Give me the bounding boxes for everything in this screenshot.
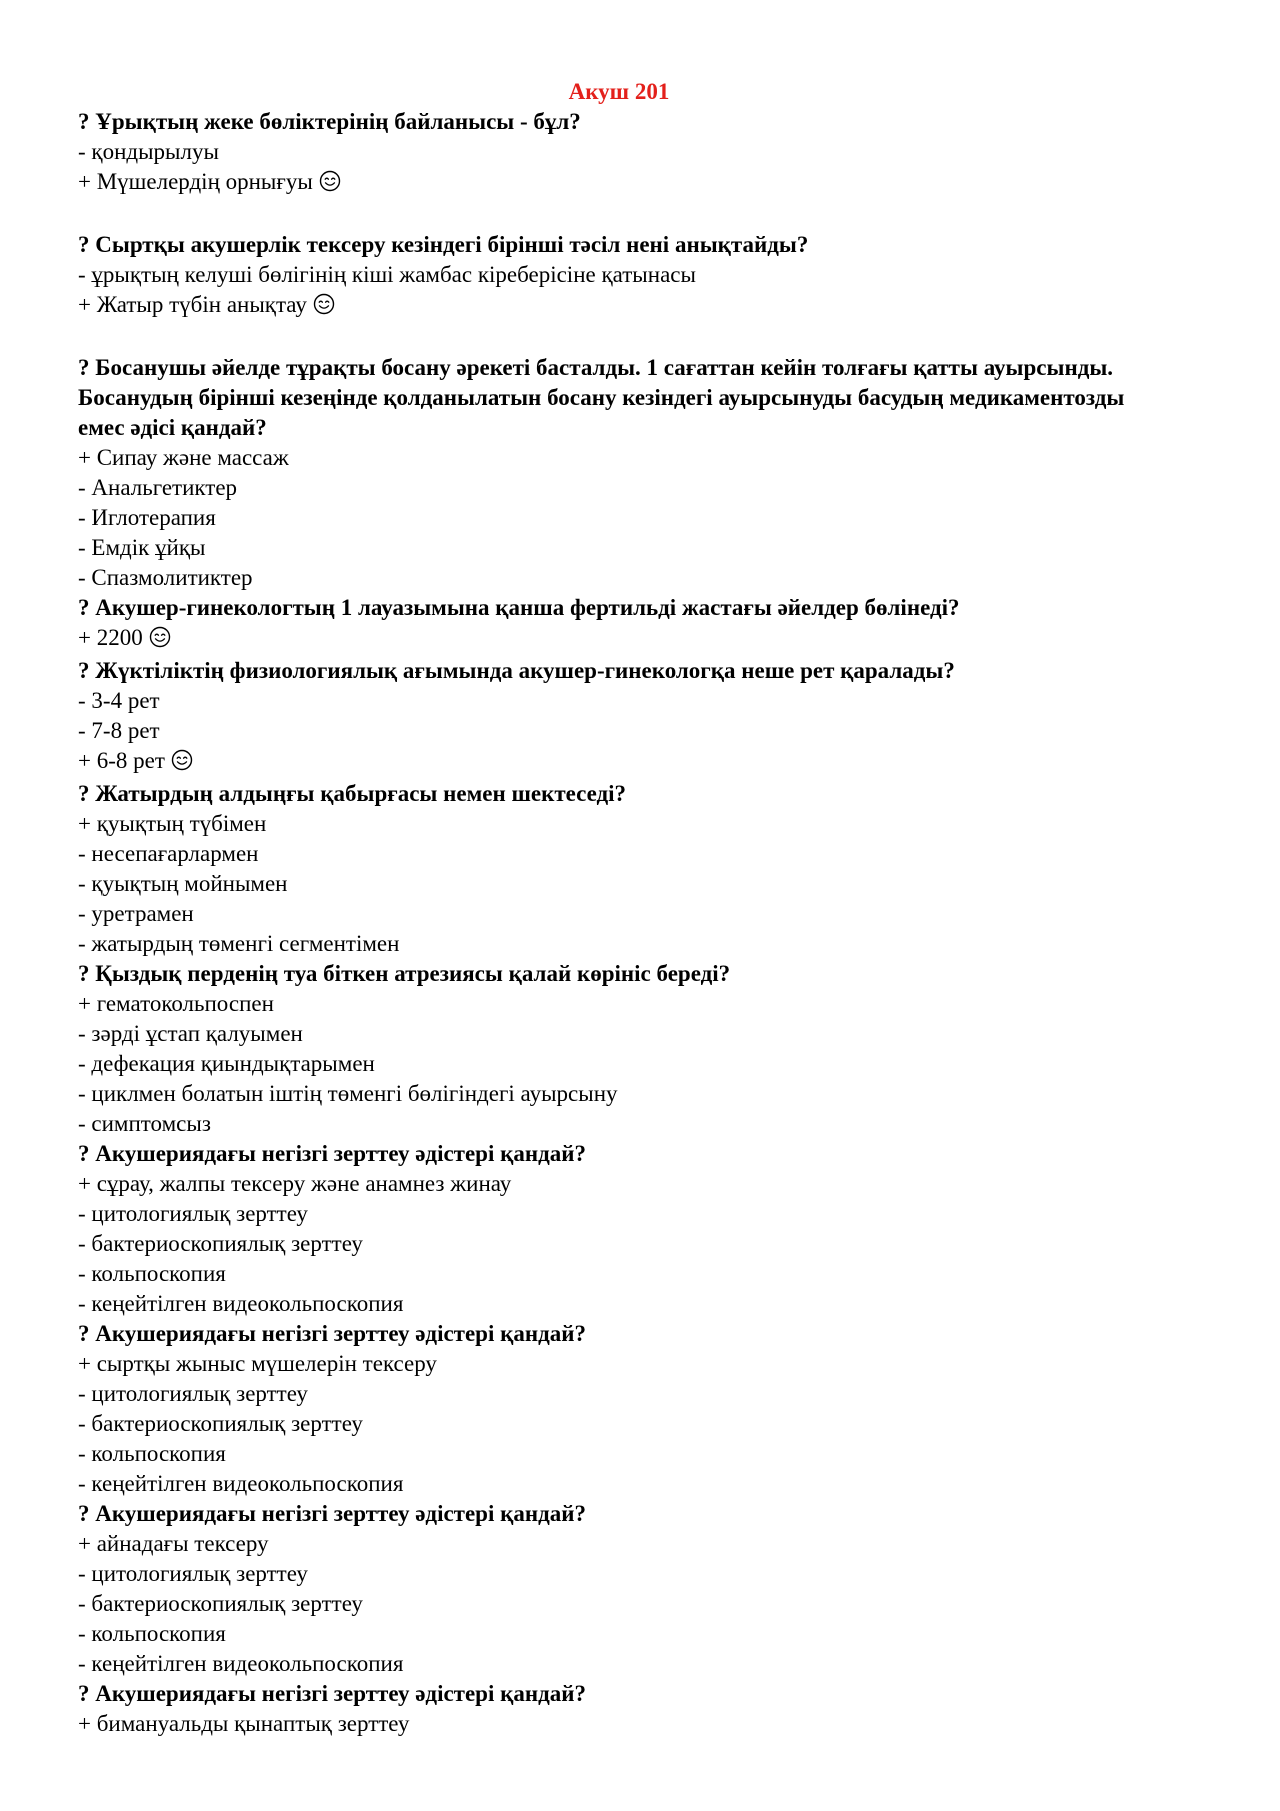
question-line: [78, 107, 1160, 137]
question-text: ? Акушериядағы негізгі зерттеу әдістері қандай?: [78, 1501, 586, 1526]
answer-option: [78, 1229, 1160, 1259]
answer-text: + Сипау және массаж: [78, 445, 289, 470]
answer-option: [78, 1589, 1160, 1619]
answer-option: [78, 1199, 1160, 1229]
answer-option: [78, 1349, 1160, 1379]
answer-text: - кеңейтілген видеокольпоскопия: [78, 1651, 404, 1676]
answer-text: - цитологиялық зерттеу: [78, 1561, 308, 1586]
answer-text: + айнадағы тексеру: [78, 1531, 269, 1556]
answer-text: - Спазмолитиктер: [78, 565, 253, 590]
answer-option: [78, 989, 1160, 1019]
answer-text: - Иглотерапия: [78, 505, 216, 530]
question-line: [78, 353, 1160, 443]
question-line: [78, 1139, 1160, 1169]
answer-option: [78, 563, 1160, 593]
question-text: ? Босанушы әйелде тұрақты босану әрекеті басталды. 1 сағаттан кейін толғағы қатты ауырсынды. Босанудың бірінші кезеңінде қолданылатын босану кезіндегі ауырсынуды басудың медикаментозды емес әдісі қандай?: [78, 355, 1131, 440]
answer-text: - дефекация қиындықтарымен: [78, 1051, 375, 1076]
answer-text: - кеңейтілген видеокольпоскопия: [78, 1291, 404, 1316]
answer-option: [78, 533, 1160, 563]
answer-text: + қуықтың түбімен: [78, 811, 267, 836]
answer-option: [78, 1529, 1160, 1559]
answer-text: - кольпоскопия: [78, 1261, 226, 1286]
answer-option: [78, 1109, 1160, 1139]
answer-text: - несепағарлармен: [78, 841, 259, 866]
answer-option: [78, 167, 1160, 200]
smiley-face-icon: [313, 293, 335, 323]
answer-text: - симптомсыз: [78, 1111, 211, 1136]
answer-option: [78, 809, 1160, 839]
answer-option: [78, 1709, 1160, 1739]
question-line: [78, 656, 1160, 686]
answer-text: - цитологиялық зерттеу: [78, 1201, 308, 1226]
answer-option: [78, 716, 1160, 746]
answer-text: - Емдік ұйқы: [78, 535, 206, 560]
answer-option: [78, 686, 1160, 716]
answer-text: - ұрықтың келуші бөлігінің кіші жамбас кіреберісіне қатынасы: [78, 262, 696, 287]
answer-option: [78, 260, 1160, 290]
question-text: ? Жүктіліктің физиологиялық ағымында акушер-гинекологқа неше рет қаралады?: [78, 658, 955, 683]
answer-option: [78, 869, 1160, 899]
answer-text: - жатырдың төменгі сегментімен: [78, 931, 400, 956]
answer-text: + Жатыр түбін анықтау: [78, 292, 307, 317]
answer-option: [78, 1259, 1160, 1289]
answer-text: + 6-8 рет: [78, 748, 165, 773]
question-text: ? Акушериядағы негізгі зерттеу әдістері қандай?: [78, 1681, 586, 1706]
answer-text: - уретрамен: [78, 901, 194, 926]
answer-text: - бактериоскопиялық зерттеу: [78, 1591, 363, 1616]
document-title: Акуш 201: [568, 79, 670, 104]
question-line: [78, 593, 1160, 623]
answer-option: [78, 1379, 1160, 1409]
answer-option: [78, 1649, 1160, 1679]
answer-option: [78, 929, 1160, 959]
answer-option: [78, 1469, 1160, 1499]
question-line: [78, 1679, 1160, 1709]
question-text: ? Жатырдың алдыңғы қабырғасы немен шектеседі?: [78, 781, 627, 806]
question-line: [78, 779, 1160, 809]
answer-option: [78, 137, 1160, 167]
smiley-face-icon: [319, 170, 341, 200]
answer-option: [78, 839, 1160, 869]
answer-text: - бактериоскопиялық зерттеу: [78, 1231, 363, 1256]
smiley-face-icon: [171, 749, 193, 779]
answer-text: + сыртқы жыныс мүшелерін тексеру: [78, 1351, 437, 1376]
answer-text: + 2200: [78, 625, 143, 650]
answer-option: [78, 473, 1160, 503]
answer-option: [78, 1049, 1160, 1079]
answer-option: [78, 1409, 1160, 1439]
answer-option: [78, 290, 1160, 323]
answer-text: + сұрау, жалпы тексеру және анамнез жинау: [78, 1171, 512, 1196]
answer-text: + гематокольпоспен: [78, 991, 274, 1016]
answer-option: [78, 443, 1160, 473]
answer-option: [78, 746, 1160, 779]
question-line: [78, 230, 1160, 260]
answer-option: [78, 503, 1160, 533]
question-text: ? Сыртқы акушерлік тексеру кезіндегі бірінші тәсіл нені анықтайды?: [78, 232, 809, 257]
answer-text: - қуықтың мойнымен: [78, 871, 288, 896]
question-text: ? Қыздық перденің туа біткен атрезиясы қалай көрініс береді?: [78, 961, 731, 986]
answer-text: + Мүшелердің орнығуы: [78, 169, 313, 194]
answer-option: [78, 1289, 1160, 1319]
document-body: [78, 107, 1160, 1739]
answer-option: [78, 1169, 1160, 1199]
answer-text: - циклмен болатын іштің төменгі бөлігіндегі ауырсыну: [78, 1081, 618, 1106]
answer-option: [78, 1439, 1160, 1469]
answer-text: - 3-4 рет: [78, 688, 160, 713]
answer-text: - қондырылуы: [78, 139, 219, 164]
smiley-face-icon: [149, 626, 171, 656]
question-line: [78, 1499, 1160, 1529]
blank-line: [78, 200, 1160, 230]
question-text: ? Акушериядағы негізгі зерттеу әдістері қандай?: [78, 1321, 586, 1346]
answer-text: - цитологиялық зерттеу: [78, 1381, 308, 1406]
answer-option: [78, 1079, 1160, 1109]
answer-option: [78, 1619, 1160, 1649]
answer-text: + бимануальды қынаптық зерттеу: [78, 1711, 410, 1736]
question-text: ? Акушер-гинекологтың 1 лауазымына қанша фертильді жастағы әйелдер бөлінеді?: [78, 595, 960, 620]
question-text: ? Ұрықтың жеке бөліктерінің байланысы - бұл?: [78, 109, 581, 134]
answer-option: [78, 899, 1160, 929]
answer-option: [78, 1019, 1160, 1049]
question-line: [78, 959, 1160, 989]
answer-text: - бактериоскопиялық зерттеу: [78, 1411, 363, 1436]
question-text: ? Акушериядағы негізгі зерттеу әдістері қандай?: [78, 1141, 586, 1166]
question-line: [78, 1319, 1160, 1349]
answer-text: - зәрді ұстап қалуымен: [78, 1021, 303, 1046]
answer-text: - кольпоскопия: [78, 1621, 226, 1646]
answer-option: [78, 623, 1160, 656]
answer-text: - кеңейтілген видеокольпоскопия: [78, 1471, 404, 1496]
answer-option: [78, 1559, 1160, 1589]
answer-text: - Анальгетиктер: [78, 475, 238, 500]
blank-line: [78, 323, 1160, 353]
answer-text: - кольпоскопия: [78, 1441, 226, 1466]
answer-text: - 7-8 рет: [78, 718, 160, 743]
